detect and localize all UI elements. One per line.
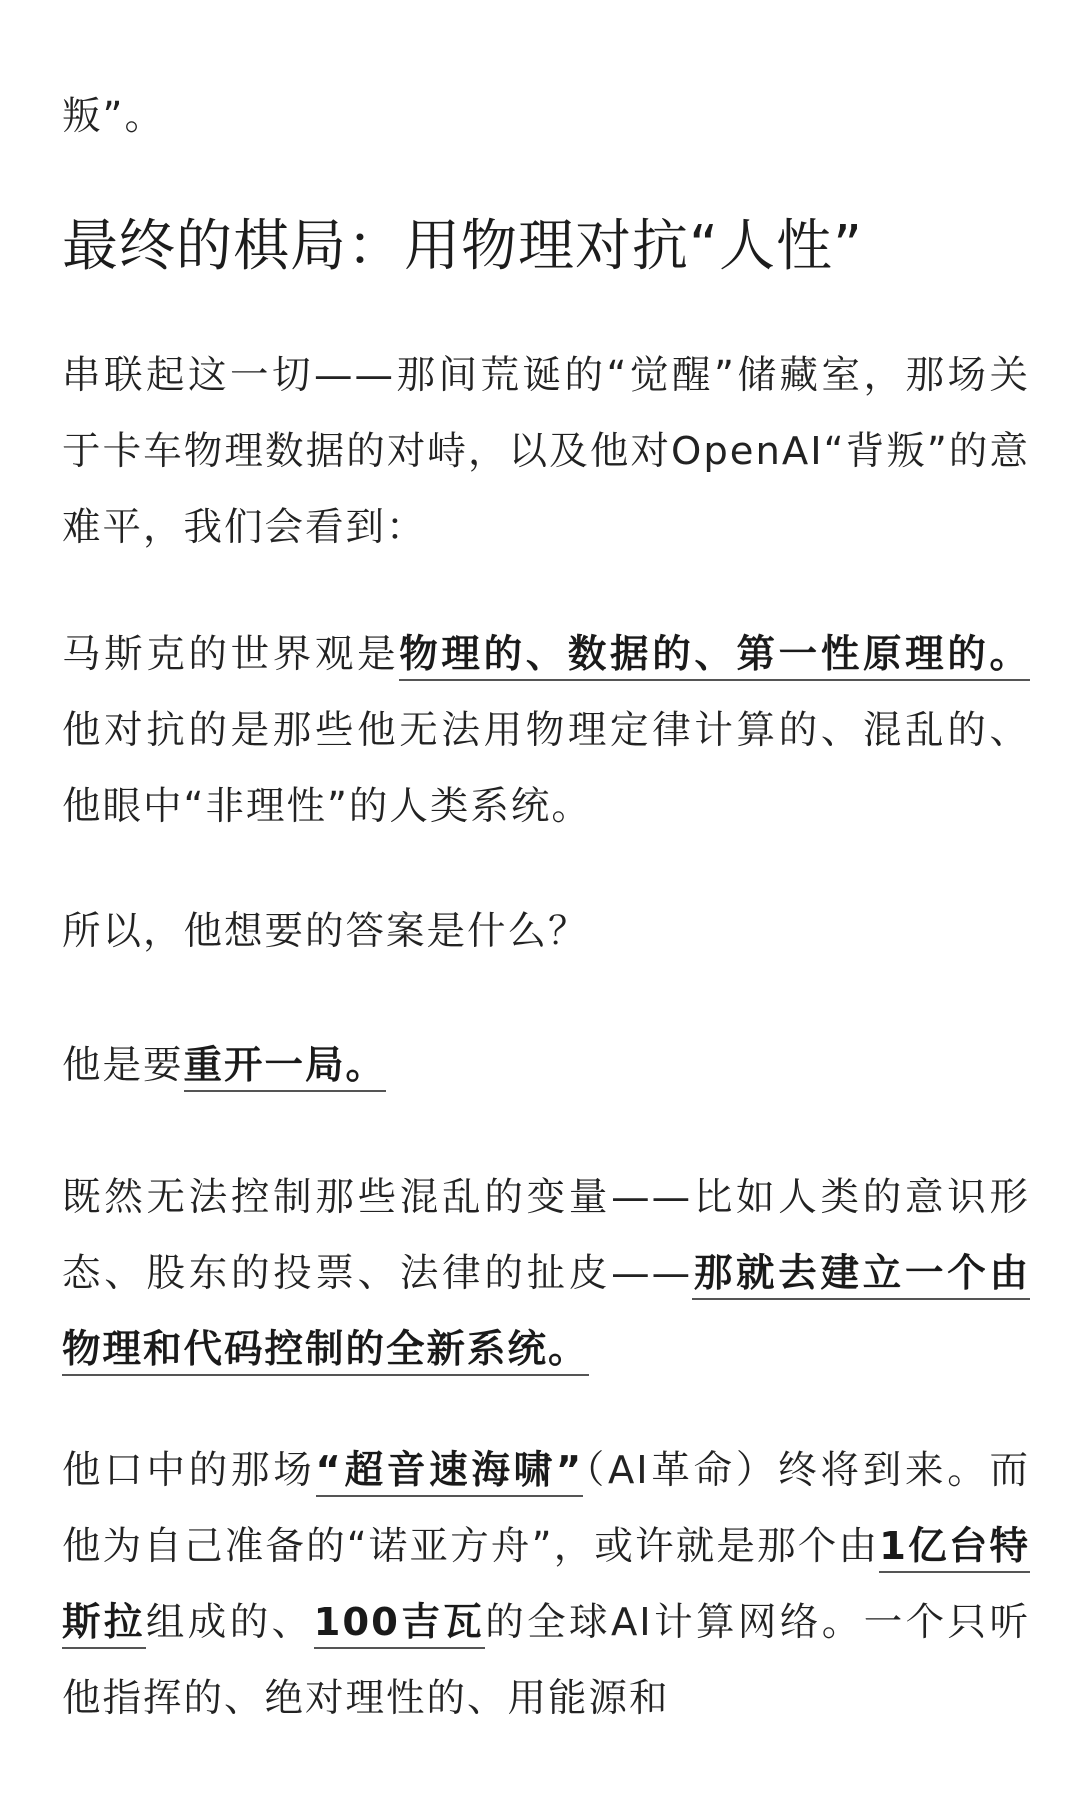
section-heading: 最终的棋局：用物理对抗“人性” (62, 214, 864, 279)
ark-rest-text: 的全球AI计算网络。一个只听他指挥的、绝对理性的、用能源和 (62, 1600, 1030, 1721)
ark-intro-text: 他口中的那场 (62, 1448, 316, 1493)
restart-emphasis: 重开一局。 (184, 1043, 387, 1092)
paragraph-summary: 串联起这一切——那间荒诞的“觉醒”储藏室，那场关于卡车物理数据的对峙，以及他对OpenAI“背叛”的意难平，我们会看到： (62, 353, 1030, 550)
paragraph-restart (62, 1028, 386, 1104)
ark-mid-text: （AI革命）终将到来。而他为自己准备的“诺亚方舟”，或许就是那个由 (62, 1448, 1030, 1569)
worldview-rest-text: 他对抗的是那些他无法用物理定律计算的、混乱的、他眼中“非理性”的人类系统。 (62, 708, 1030, 829)
paragraph-ark (62, 1433, 1030, 1737)
paragraph-new-system (62, 1160, 1030, 1388)
gigawatt-emphasis: 100吉瓦 (314, 1600, 486, 1649)
tesla-count-emphasis: 1亿台特斯拉 (62, 1524, 1030, 1649)
paragraph-tail: 叛”。 (62, 94, 165, 139)
restart-intro-text: 他是要 (62, 1043, 184, 1088)
paragraph-worldview (62, 617, 1030, 845)
tsunami-emphasis: “超音速海啸” (316, 1448, 584, 1497)
paragraph-question: 所以，他想要的答案是什么？ (62, 909, 589, 954)
new-system-emphasis: 那就去建立一个由物理和代码控制的全新系统。 (62, 1251, 1030, 1376)
worldview-intro-text: 马斯克的世界观是 (62, 632, 400, 677)
worldview-emphasis: 物理的、数据的、第一性原理的。 (399, 632, 1030, 681)
new-system-intro-text: 既然无法控制那些混乱的变量——比如人类的意识形态、股东的投票、法律的扯皮—— (62, 1175, 1030, 1296)
ark-mid2-text: 组成的、 (145, 1600, 314, 1645)
